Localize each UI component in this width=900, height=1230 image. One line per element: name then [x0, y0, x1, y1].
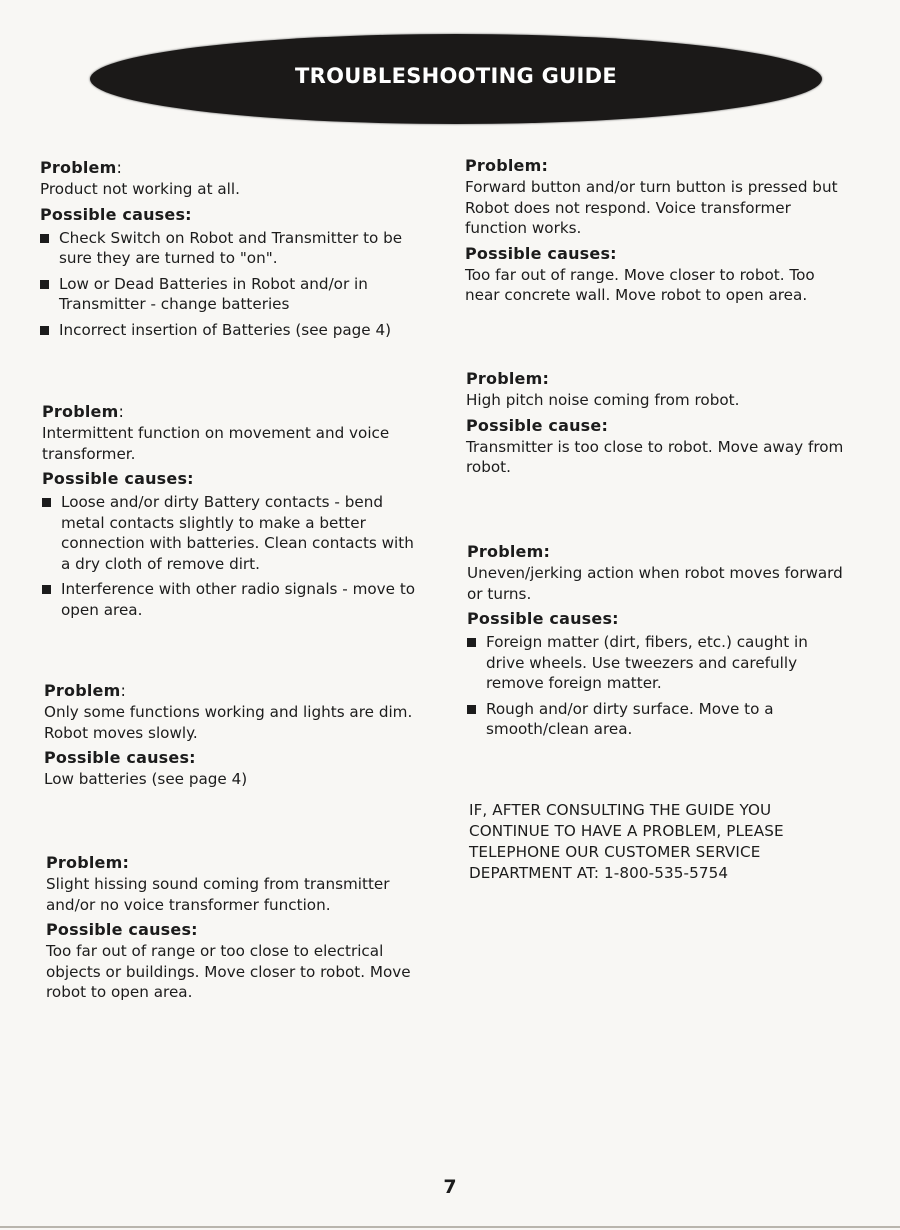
problem-text: Product not working at all.: [40, 180, 240, 198]
problem-block-intermittent: [42, 401, 427, 625]
bottom-rule: [0, 1226, 900, 1228]
causes-label: Possible causes:: [467, 609, 619, 628]
problem-text: Uneven/jerking action when robot moves forward or turns.: [467, 564, 843, 603]
causes-list: [467, 632, 847, 740]
contact-text: IF, AFTER CONSULTING THE GUIDE YOU CONTINUE TO HAVE A PROBLEM, PLEASE TELEPHONE OUR CUSTOMER SERVICE DEPARTMENT AT:: [469, 801, 784, 882]
causes-label: Possible causes:: [40, 204, 192, 224]
cause-text: Transmitter is too close to robot. Move away from robot.: [466, 437, 844, 476]
cause-text: Low batteries (see page 4): [44, 770, 248, 788]
list-item: Low or Dead Batteries in Robot and/or in Transmitter - change batteries: [40, 274, 425, 315]
problem-label: Problem:: [44, 681, 127, 700]
page-title: TROUBLESHOOTING GUIDE: [295, 64, 617, 88]
causes-label: Possible causes:: [46, 920, 198, 939]
list-item: Check Switch on Robot and Transmitter to be sure they are turned to "on".: [40, 228, 425, 269]
causes-list: [40, 228, 425, 341]
problem-label: Problem:: [466, 369, 550, 388]
problem-text: High pitch noise coming from robot.: [466, 391, 740, 409]
cause-text: Too far out of range. Move closer to robot. Too near concrete wall. Move robot to open area.: [465, 265, 815, 304]
problem-text: Slight hissing sound coming from transmitter and/or no voice transformer function.: [46, 875, 390, 914]
causes-label: Possible causes:: [44, 748, 196, 767]
problem-label: Problem:: [46, 853, 130, 872]
list-item: Interference with other radio signals - move to open area.: [42, 579, 427, 620]
problem-block-dim-lights: [44, 680, 434, 790]
list-item: Loose and/or dirty Battery contacts - bend metal contacts slightly to make a better connection with batteries. Clean contacts with a dry cloth of remove dirt.: [42, 492, 427, 574]
list-item: Foreign matter (dirt, fibers, etc.) caught in drive wheels. Use tweezers and carefully remove foreign matter.: [467, 632, 847, 694]
problem-block-high-pitch: [466, 368, 846, 478]
causes-label: Possible causes:: [465, 243, 617, 263]
causes-label: Possible cause:: [466, 415, 609, 435]
problem-block-no-response: [465, 155, 845, 306]
problem-block-jerking: [467, 541, 847, 745]
page-number: 7: [443, 1176, 457, 1198]
causes-label: Possible causes:: [42, 469, 194, 488]
cause-text: Too far out of range or too close to electrical objects or buildings. Move closer to robot. Move robot to open area.: [46, 942, 411, 1001]
problem-text: Intermittent function on movement and voice transformer.: [42, 424, 390, 463]
problem-block-not-working: [40, 157, 425, 345]
problem-label: Problem:: [467, 542, 551, 561]
problem-text: Only some functions working and lights are dim. Robot moves slowly.: [44, 703, 413, 742]
problem-label: Problem:: [465, 156, 549, 175]
problem-text: Forward button and/or turn button is pressed but Robot does not respond. Voice transformer function works.: [465, 178, 838, 237]
causes-list: [42, 492, 427, 620]
problem-label: Problem:: [40, 158, 123, 177]
problem-block-hissing: [46, 852, 436, 1003]
phone-number: 1-800-535-5754: [604, 864, 729, 882]
problem-label: Problem:: [42, 402, 125, 421]
list-item: Rough and/or dirty surface. Move to a smooth/clean area.: [467, 699, 847, 740]
list-item: Incorrect insertion of Batteries (see page 4): [40, 320, 425, 341]
customer-service-notice: [469, 800, 829, 884]
